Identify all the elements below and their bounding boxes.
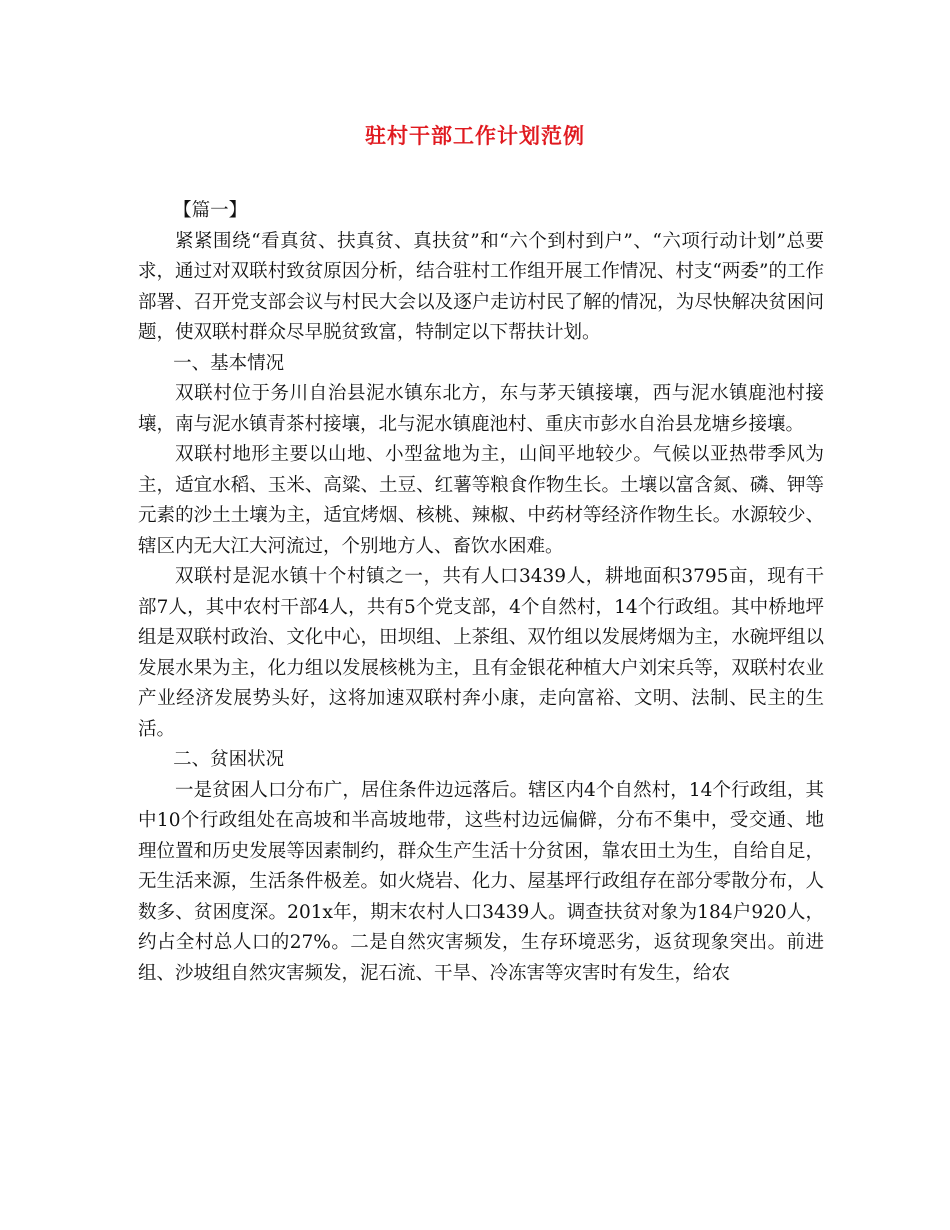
section-heading: 【篇一】 [173, 200, 248, 221]
document-body [138, 196, 824, 989]
paragraph: 双联村位于务川自治县泥水镇东北方，东与茅天镇接壤，西与泥水镇鹿池村接壤，南与泥水镇青茶村接壤，北与泥水镇鹿池村、重庆市彭水自治县龙塘乡接壤。 [138, 383, 824, 435]
section-heading: 一、基本情况 [173, 352, 285, 374]
document-title: 驻村干部工作计划范例 [365, 123, 585, 148]
section-heading: 二、贫困状况 [173, 749, 285, 770]
paragraph: 一是贫困人口分布广，居住条件边远落后。辖区内4个自然村，14个行政组，其中10个行政组处在高坡和半高坡地带，这些村边远偏僻，分布不集中，受交通、地理位置和历史发展等因素制约，群众生产生活十分贫困，靠农田土为生，自给自足，无生活来源，生活条件极差。如火烧岩、化力、屋基坪行政组存在部分零散分布，人数多、贫困度深。201x年，期末农村人口3439人。调查扶贫对象为184户920人，约占全村总人口的27%。二是自然灾害频发，生存环境恶劣，返贫现象突出。前进组、沙坡组自然灾害频发，泥石流、干旱、冷冻害等灾害时有发生，给农 [138, 779, 824, 984]
paragraph: 双联村地形主要以山地、小型盆地为主，山间平地较少。气候以亚热带季风为主，适宜水稻、玉米、高粱、土豆、红薯等粮食作物生长。土壤以富含氮、磷、钾等元素的沙土土壤为主，适宜烤烟、核桃、辣椒、中药材等经济作物生长。水源较少、辖区内无大江大河流过，个别地方人、畜饮水困难。 [138, 444, 824, 557]
paragraph: 双联村是泥水镇十个村镇之一，共有人口3439人，耕地面积3795亩，现有干部7人，其中农村干部4人，共有5个党支部，4个自然村，14个行政组。其中桥地坪组是双联村政治、文化中心，田坝组、上茶组、双竹组以发展烤烟为主，水碗坪组以发展水果为主，化力组以发展核桃为主，且有金银花种植大户刘宋兵等，双联村农业产业经济发展势头好，这将加速双联村奔小康，走向富裕、文明、法制、民主的生活。 [138, 566, 824, 740]
paragraph: 紧紧围绕“看真贫、扶真贫、真扶贫”和“六个到村到户”、“六项行动计划”总要求，通过对双联村致贫原因分析，结合驻村工作组开展工作情况、村支“两委”的工作部署、召开党支部会议与村民大会以及逐户走访村民了解的情况，为尽快解决贫困问题，使双联村群众尽早脱贫致富，特制定以下帮扶计划。 [138, 230, 824, 343]
